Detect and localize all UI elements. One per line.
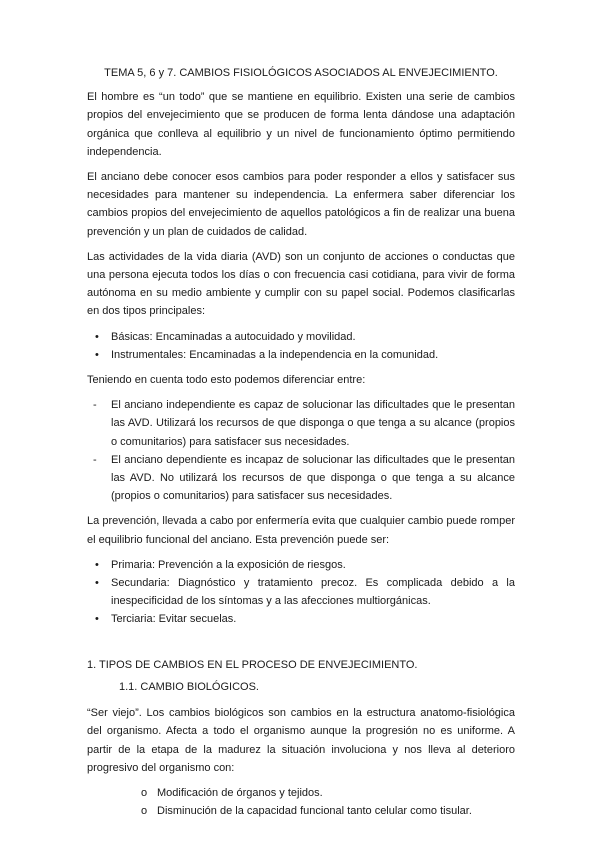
circle-bullet-icon: o — [141, 786, 148, 799]
avd-list — [87, 328, 515, 364]
paragraph-anciano-cambios: El anciano debe conocer esos cambios para poder responder a ellos y satisfacer sus necesidades para mantener su independencia. La enfermera saber diferenciar los cambios propios del envejecimiento de aquellos patológicos a fin de realizar una buena prevención y un plan de cuidados de calidad. — [87, 171, 515, 238]
circle-bullet-icon: o — [141, 805, 148, 818]
list-item — [87, 396, 515, 451]
list-item — [87, 556, 515, 574]
paragraph-ser-viejo: “Ser viejo”. Los cambios biológicos son cambios en la estructura anatomo-fisiológica del organismo. Afecta a todo el organismo aunque la progresión no es uniforme. A partir de la etapa de la madurez la situación involuciona y nos lleva al deterioro progresivo del organismo con: — [87, 707, 515, 774]
paragraph-intro: El hombre es “un todo” que se mantiene en equilibrio. Existen una serie de cambios propios del envejecimiento que se producen de forma lenta dándose una adaptación orgánica que conlleva al equilibrio y un nivel de funcionamiento óptimo permitiendo independencia. — [87, 91, 515, 158]
anciano-list — [87, 396, 515, 505]
subsection-heading: 1.1. CAMBIO BIOLÓGICOS. — [119, 680, 259, 693]
bullet-icon: • — [95, 558, 99, 571]
list-item-text: Terciaria: Evitar secuelas. — [111, 613, 237, 626]
list-item — [141, 784, 515, 802]
paragraph-prevencion: La prevención, llevada a cabo por enfermería evita que cualquier cambio puede romper el equilibrio funcional del anciano. Esta prevención puede ser: — [87, 515, 515, 546]
list-item-text: Modificación de órganos y tejidos. — [157, 786, 323, 799]
bullet-icon: • — [95, 613, 99, 626]
list-item — [141, 802, 515, 820]
list-item-text: Primaria: Prevención a la exposición de riesgos. — [111, 558, 346, 571]
list-item — [87, 328, 515, 346]
list-item-text: Básicas: Encaminadas a autocuidado y movilidad. — [111, 330, 356, 343]
document-page — [87, 64, 515, 827]
bullet-icon: • — [95, 348, 99, 361]
dash-icon: - — [93, 399, 97, 412]
list-item-text: Secundaria: Diagnóstico y tratamiento precoz. Es complicada debido a la inespecificidad de los síntomas y a las afecciones multiorgánicas. — [111, 577, 515, 608]
list-item — [87, 451, 515, 506]
paragraph-diferenciar: Teniendo en cuenta todo esto podemos diferenciar entre: — [87, 374, 366, 387]
list-item — [87, 610, 515, 628]
section-heading: 1. TIPOS DE CAMBIOS EN EL PROCESO DE ENVEJECIMIENTO. — [87, 658, 418, 671]
list-item-text: El anciano dependiente es incapaz de solucionar las dificultades que le presentan las AVD. No utilizará los recursos de que disponga o que tenga a su alcance (propios o comunitarios) para satisfacer sus necesidades. — [111, 453, 515, 503]
paragraph-avd: Las actividades de la vida diaria (AVD) son un conjunto de acciones o conductas que una persona ejecuta todos los días o con frecuencia casi cotidiana, para vivir de forma autónoma en su medio ambiente y cumplir con su papel social. Podemos clasificarlas en dos tipos principales: — [87, 250, 515, 318]
bullet-icon: • — [95, 577, 99, 590]
list-item-text: El anciano independiente es capaz de solucionar las dificultades que le presentan las AVD. Utilizará los recursos de que disponga o que tenga a su alcance (propios o comunitarios) para satisfacer sus necesidades. — [111, 399, 515, 448]
prevencion-list — [87, 556, 515, 629]
dash-icon: - — [93, 453, 97, 466]
list-item — [87, 346, 515, 364]
list-item-text: Instrumentales: Encaminadas a la independencia en la comunidad. — [111, 348, 439, 361]
organismo-list — [141, 784, 515, 820]
bullet-icon: • — [95, 330, 99, 343]
list-item-text: Disminución de la capacidad funcional tanto celular como tisular. — [157, 805, 472, 818]
document-title: TEMA 5, 6 y 7. CAMBIOS FISIOLÓGICOS ASOCIADOS AL ENVEJECIMIENTO. — [104, 67, 498, 79]
list-item — [87, 574, 515, 610]
